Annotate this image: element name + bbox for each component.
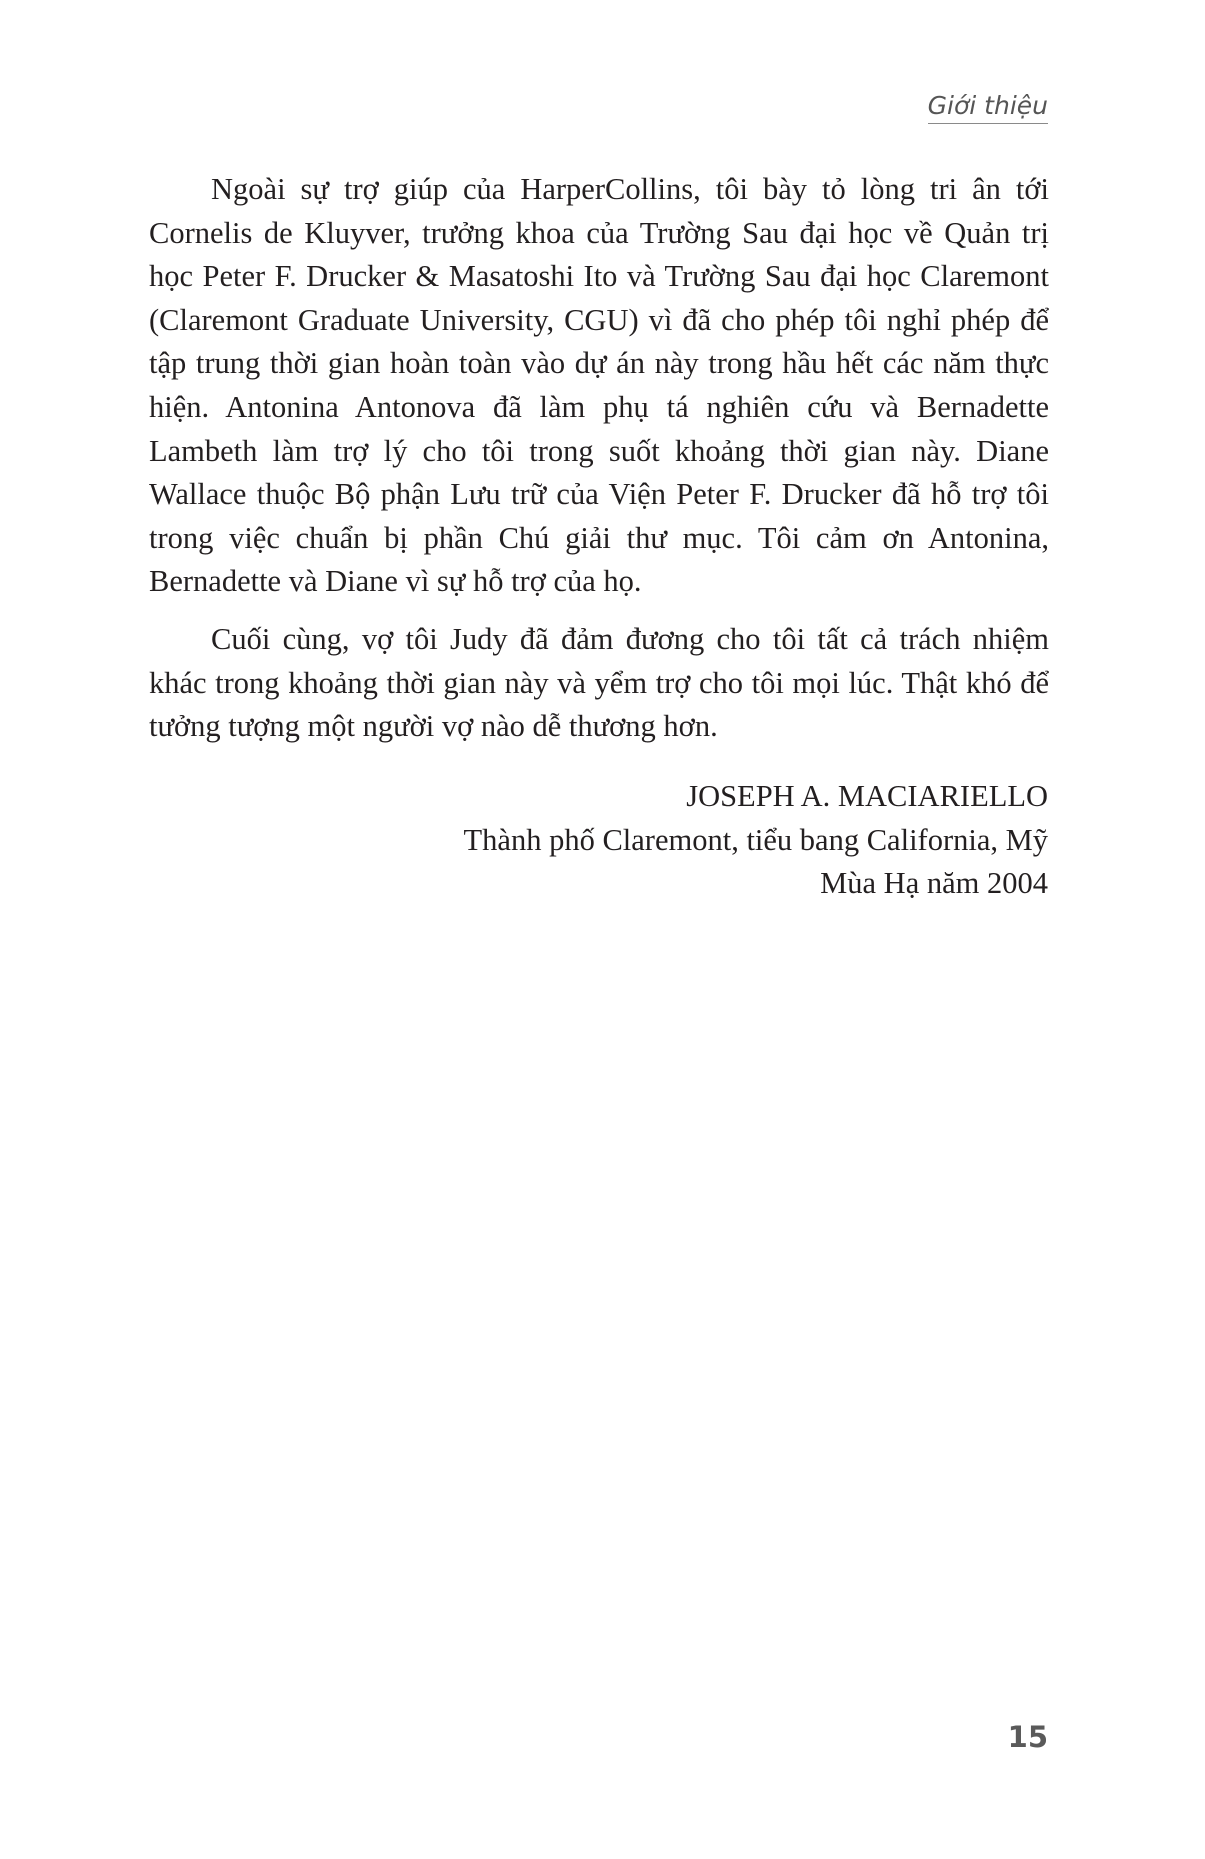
signature-block: [464, 775, 1048, 906]
paragraph-closing: Cuối cùng, vợ tôi Judy đã đảm đương cho tôi tất cả trách nhiệm khác trong khoảng thời gian này và yểm trợ cho tôi mọi lúc. Thật khó để tưởng tượng một người vợ nào dễ thương hơn.: [149, 621, 1049, 744]
paragraph-acknowledgements: Ngoài sự trợ giúp của HarperCollins, tôi bày tỏ lòng tri ân tới Cornelis de Kluyver, trưởng khoa của Trường Sau đại học về Quản trị học Peter F. Drucker & Masatoshi Ito và Trường Sau đại học Claremont (Claremont Graduate University, CGU) vì đã cho phép tôi nghỉ phép để tập trung thời gian hoàn toàn vào dự án này trong hầu hết các năm thực hiện. Antonina Antonova đã làm phụ tá nghiên cứu và Bernadette Lambeth làm trợ lý cho tôi trong suốt khoảng thời gian này. Diane Wallace thuộc Bộ phận Lưu trữ của Viện Peter F. Drucker đã hỗ trợ tôi trong việc chuẩn bị phần Chú giải thư mục. Tôi cảm ơn Antonina, Bernadette và Diane vì sự hỗ trợ của họ.: [149, 172, 1049, 599]
signature-name: JOSEPH A. MACIARIELLO: [686, 779, 1048, 813]
body-text: [149, 168, 1049, 749]
signature-location: Thành phố Claremont, tiểu bang California, Mỹ: [463, 822, 1048, 857]
page-number: 15: [1007, 1720, 1048, 1754]
running-header: Giới thiệu: [928, 92, 1048, 124]
signature-date: Mùa Hạ năm 2004: [820, 866, 1048, 901]
